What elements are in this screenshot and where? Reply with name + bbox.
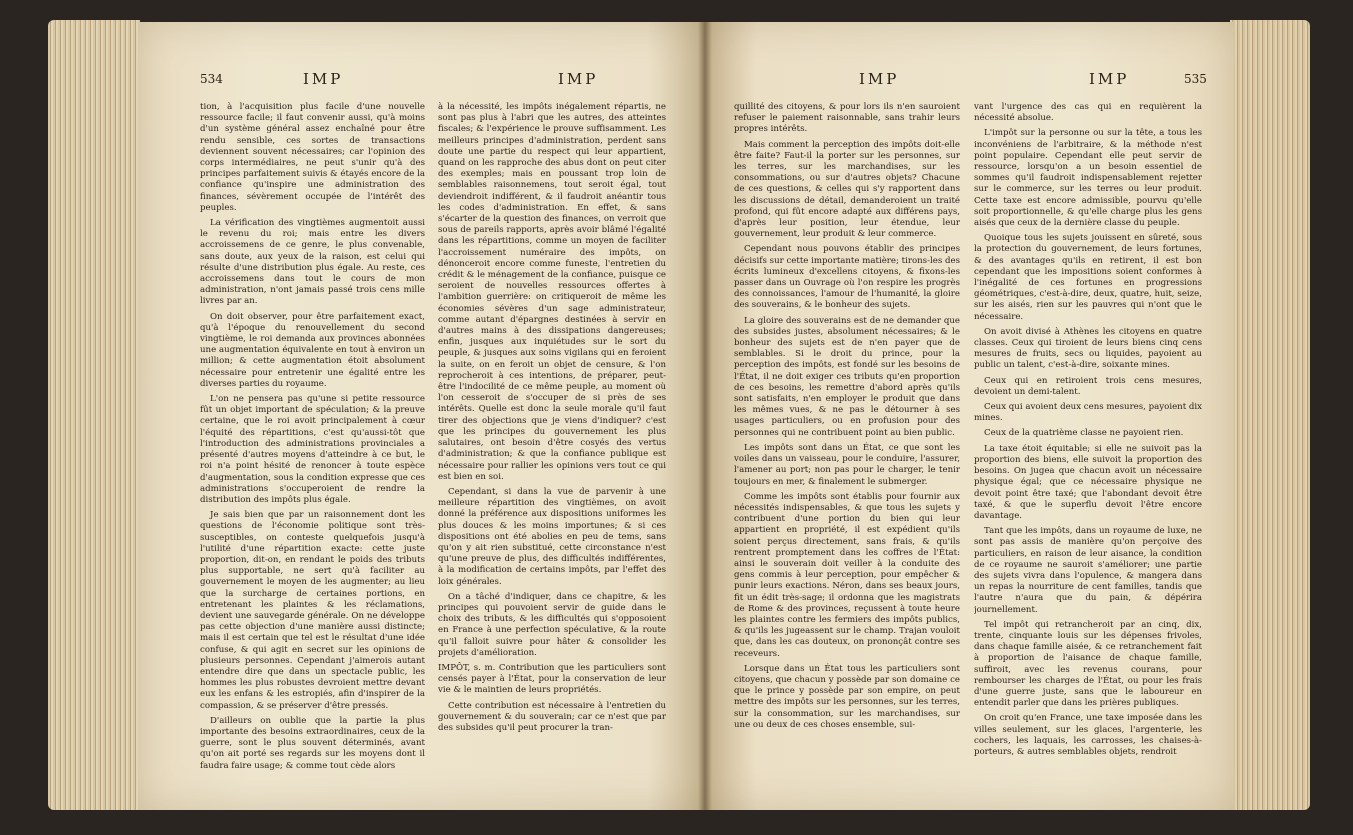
book-gutter <box>698 22 712 810</box>
paragraph: Je sais bien que par un raisonnement dont les questions de l'économie politique sont très-susceptibles, on conteste quelquefois jusqu'à l'utilité d'une répartition exacte: cette juste proportion, dit-on, en rendant le poids des tributs plus supportable, ne sert qu'à faciliter au gouvernement le moyen de les augmenter; au lieu que la surcharge de certaines portions, en entretenant les plaintes & les réclamations, devient une sauvegarde générale. On ne développe pas cette objection d'une manière aussi distincte; mais il est certain que tel est le résultat d'une idée confuse, & qui agit en secret sur les opinions de plusieurs personnes. Cependant j'aimerois autant entendre dire que dans un spectacle public, les hommes les plus robustes devroient mettre devant eux les enfans & les estropiés, afin d'inspirer de la compassion, & se préserver d'être pressés. <box>200 510 425 711</box>
paragraph: Ceux qui en retiroient trois cens mesures, devoient un demi-talent. <box>974 375 1202 397</box>
left-column-1 <box>200 102 425 810</box>
left-column-2 <box>438 102 666 810</box>
page-edges-left <box>48 20 140 810</box>
paragraph: La vérification des vingtièmes augmentoit aussi le revenu du roi; mais entre les divers accroissemens de ce genre, le plus convenable, sans doute, aux yeux de la raison, est celui qui résulte d'une distribution plus égale. Au reste, ces accroissemens dans tout le cours de mon administration, n'ont jamais passé trois cens mille livres par an. <box>200 218 425 307</box>
paragraph: Cependant nous pouvons établir des principes décisifs sur cette importante matière; tirons-les des écrits lumineux d'excellens citoyens, & fixons-les passer dans un Ouvrage où l'on respire les progrès des connoissances, l'amour de l'humanité, la gloire des souverains, & le bonheur des sujets. <box>734 244 960 311</box>
right-page-number: 535 <box>1184 72 1207 86</box>
paragraph: Ceux qui avoient deux cens mesures, payoient dix mines. <box>974 402 1202 424</box>
paragraph: L'on ne pensera pas qu'une si petite ressource fût un objet important de spéculation; & la preuve certaine, que le roi avoit principalement à cœur l'équité des répartitions, c'est qu'aussi-tôt que l'introduction des administrations provinciales a présenté d'autres moyens d'atteindre à ce but, le roi n'a point hésité de renoncer à toute espèce d'augmentation, sous la condition expresse que ces administrations s'occuperoient de rendre la distribution des impôts plus égale. <box>200 394 425 505</box>
paragraph: Quoique tous les sujets jouissent en sûreté, sous la protection du gouvernement, de leurs fortunes, & des avantages qu'ils en retirent, il est bon cependant que les impositions soient conformes à l'inégalité de ces fortunes en progressions géométriques, c'est-à-dire, deux, quatre, huit, seize, sur les aisés, rien sur les pauvres qui n'ont que le nécessaire. <box>974 233 1202 322</box>
paragraph: D'ailleurs on oublie que la partie la plus importante des besoins extraordinaires, ceux de la guerre, sont le plus souvent déterminés, avant qu'on ait porté ses regards sur les moyens dont il faudra faire usage; & comme tout cède alors <box>200 715 425 771</box>
right-running-head-1: IMP <box>859 70 900 88</box>
right-running-head-2: IMP <box>1089 70 1130 88</box>
left-page-number: 534 <box>200 72 223 86</box>
paragraph: quillité des citoyens, & pour lors ils n'en sauroient refuser le paiement raisonnable, sans trahir leurs propres intérêts. <box>734 102 960 135</box>
paragraph: Cependant, si dans la vue de parvenir à une meilleure répartition des vingtièmes, on avoit donné la préférence aux dispositions uniformes les plus douces & les moins importunes; & si ces dispositions ont été abolies en peu de tems, sans qu'on y ait rien substitué, cette circonstance n'est qu'une preuve de plus, des difficultés indifférentes, à la modification de certains impôts, par l'effet des loix générales. <box>438 486 666 587</box>
paragraph: Cette contribution est nécessaire à l'entretien du gouvernement & du souverain; car ce n'est que par des subsides qu'il peut procurer la tran- <box>438 700 666 733</box>
paragraph: On croit qu'en France, une taxe imposée dans les villes seulement, sur les glaces, l'argenterie, les cochers, les laquais, les carrosses, les chaises-à-porteurs, & autres semblables objets, rendroit <box>974 713 1202 757</box>
paragraph: L'impôt sur la personne ou sur la tête, a tous les inconvéniens de l'arbitraire, & la méthode n'est point populaire. Cependant elle peut servir de ressource, lorsqu'on a un besoin essentiel de sommes qu'il faudroit indispensablement rejetter sur le commerce, sur les terres ou leur produit. Cette taxe est encore admissible, pourvu qu'elle soit proportionnelle, & qu'elle charge plus les gens aisés que ceux de la dernière classe du peuple. <box>974 128 1202 229</box>
left-running-head-2: IMP <box>558 70 599 88</box>
left-page <box>138 22 704 810</box>
paragraph: Comme les impôts sont établis pour fournir aux nécessités indispensables, & que tous les sujets y contribuent d'une portion du bien qui leur appartient en propriété, il est expédient qu'ils soient perçus directement, sans frais, & qu'ils rentrent promptement dans les coffres de l'État: ainsi le souverain doit veiller à la conduite des gens commis à leur perception, pour empêcher & punir leurs exactions. Néron, dans ses beaux jours, fit un édit très-sage; il ordonna que les magistrats de Rome & des provinces, reçussent à toute heure les plaintes contre les fermiers des impôts publics, & qu'ils les jugeassent sur le champ. Trajan vouloit que, dans les cas douteux, on prononçât contre ses receveurs. <box>734 491 960 659</box>
paragraph: On doit observer, pour être parfaitement exact, qu'à l'époque du renouvellement du second vingtième, le roi demanda aux provinces abonnées une augmentation équivalente en tout à environ un million; & cette augmentation étoit absolument nécessaire pour entretenir une égalité entre les diverses parties du royaume. <box>200 311 425 389</box>
paragraph: Les impôts sont dans un État, ce que sont les voiles dans un vaisseau, pour le conduire, l'assurer, l'amener au port; non pas pour le charger, le tenir toujours en mer, & finalement le submerger. <box>734 442 960 487</box>
right-column-2 <box>974 102 1202 810</box>
paragraph: Lorsque dans un État tous les particuliers sont citoyens, que chacun y possède par son domaine ce que le prince y possède par son empire, on peut mettre des impôts sur les personnes, sur les terres, sur la consommation, sur les marchandises, sur une ou deux de ces choses ensemble, sui- <box>734 663 960 730</box>
paragraph: Ceux de la quatrième classe ne payoient rien. <box>984 428 1184 439</box>
right-column-1 <box>734 102 960 810</box>
paragraph: tion, à l'acquisition plus facile d'une nouvelle ressource facile; il faut convenir aussi, qu'à moins d'un système général assez enchaîné pour être rendu sensible, ces sortes de transactions deviennent souvent nécessaires; car l'opinion des corps intermédiaires, ne peut s'unir qu'à des principes parfaitement suivis & étayés encore de la confiance qu'inspire une administration des finances, sévèrement occupée de l'intérêt des peuples. <box>200 102 425 213</box>
paragraph: Mais comment la perception des impôts doit-elle être faite? Faut-il la porter sur les personnes, sur les terres, sur les marchandises, sur les consommations, ou sur d'autres objets? Chacune de ces questions, & celles qui s'y rapportent dans les discussions de détail, demanderoient un traité profond, qui fût encore adapté aux différens pays, d'après leur position, leur étendue, leur gouvernement, leur produit & leur commerce. <box>734 139 960 240</box>
dictionary-entry-impot: IMPÔT, s. m. Contribution que les particuliers sont censés payer à l'État, pour la conservation de leur vie & le maintien de leurs propriétés. <box>438 662 666 696</box>
paragraph: La taxe étoit équitable; si elle ne suivoit pas la proportion des biens, elle suivoit la proportion des besoins. On jugea que chacun avoit un nécessaire physique égal; que ce nécessaire physique ne devoit point être taxé; que l'abondant devoit être taxé, & que le superflu devoit l'être encore davantage. <box>974 443 1202 521</box>
left-running-head-1: IMP <box>303 70 344 88</box>
paragraph: Tel impôt qui retrancheroit par an cinq, dix, trente, cinquante louis sur les dépenses frivoles, dans chaque famille aisée, & ce retranchement fait à proportion de l'aisance de chaque famille, suffiroit, avec les revenus courans, pour rembourser les charges de l'État, ou pour les frais d'une guerre juste, sans que le laboureur en entendit parler que dans les prières publiques. <box>974 619 1202 709</box>
paragraph: La gloire des souverains est de ne demander que des subsides justes, absolument nécessaires; & le bonheur des sujets est de n'en payer que de semblables. Si le droit du prince, pour la perception des impôts, est fondé sur les besoins de l'État, il ne doit exiger ces tributs qu'en proportion de ces besoins, les remettre d'abord après qu'ils sont satisfaits, n'en employer le produit que dans les mêmes vues, & ne pas le détourner à ses usages particuliers, ou en profusion pour des personnes qui ne contribuent point au bien public. <box>734 315 960 438</box>
paragraph: Tant que les impôts, dans un royaume de luxe, ne sont pas assis de manière qu'on perçoive des particuliers, en raison de leur aisance, la condition de ce royaume ne sauroit s'améliorer; une partie des sujets vivra dans l'opulence, & mangera dans un repas la nourriture de cent familles, tandis que l'autre n'aura que du pain, & dépérira journellement. <box>974 526 1202 615</box>
paragraph: à la nécessité, les impôts inégalement répartis, ne sont pas plus à l'abri que les autres, des atteintes fiscales; & l'expérience le prouve suffisamment. Les meilleurs principes d'administration, perdent sans doute une partie du respect qui leur appartient, quand on les rapproche des abus dont on peut citer des exemples; mais en poussant trop loin de semblables raisonnemens, tout seroit égal, tout deviendroit indifférent, & il faudroit anéantir tous les codes d'administration. En effet, & sans s'écarter de la question des finances, on verroit que sous de pareils rapports, après avoir blâmé l'égalité dans les répartitions, comme un moyen de faciliter l'accroissement numéraire des impôts, on dénonceroit encore comme funeste, l'entretien du crédit & le ménagement de la confiance, puisque ce seroient de nouvelles ressources offertes à l'ambition guerrière: on critiqueroit de même les économies sévères d'un sage administrateur, comme autant d'épargnes destinées à servir en d'autres mains à des dissipations dangereuses; enfin, jusques aux inquiétudes sur le sort du peuple, & jusques aux soins vigilans qui en feroient la suite, on en feroit un objet de censure, & l'on reprocheroit à ces intentions, de préparer, peut-être l'indocilité de ce même peuple, au moment où l'on cesseroit de s'occuper de si près de ses intérêts. Quelle est donc la seule morale qu'il faut tirer des objections que je viens d'indiquer? c'est que les principes du gouvernement les plus salutaires, ont besoin d'être cosyés des vertus d'administration; & que la confiance publique est nécessaire pour rallier les opinions vers tout ce qui est bien en soi. <box>438 102 666 482</box>
right-page <box>704 22 1234 810</box>
paragraph: On a tâché d'indiquer, dans ce chapitre, & les principes qui pouvoient servir de guide dans le choix des tributs, & les difficultés qui s'opposoient en France à une perfection spéculative, & la route qu'il falloit suivre pour hâter & consolider les projets d'amélioration. <box>438 591 666 658</box>
paragraph: vant l'urgence des cas qui en requièrent la nécessité absolue. <box>974 102 1202 124</box>
page-edges-right <box>1230 20 1310 810</box>
paragraph: On avoit divisé à Athènes les citoyens en quatre classes. Ceux qui tiroient de leurs biens cinq cens mesures de fruits, secs ou liquides, payoient au public un talent, c'est-à-dire, soixante mines. <box>974 326 1202 371</box>
